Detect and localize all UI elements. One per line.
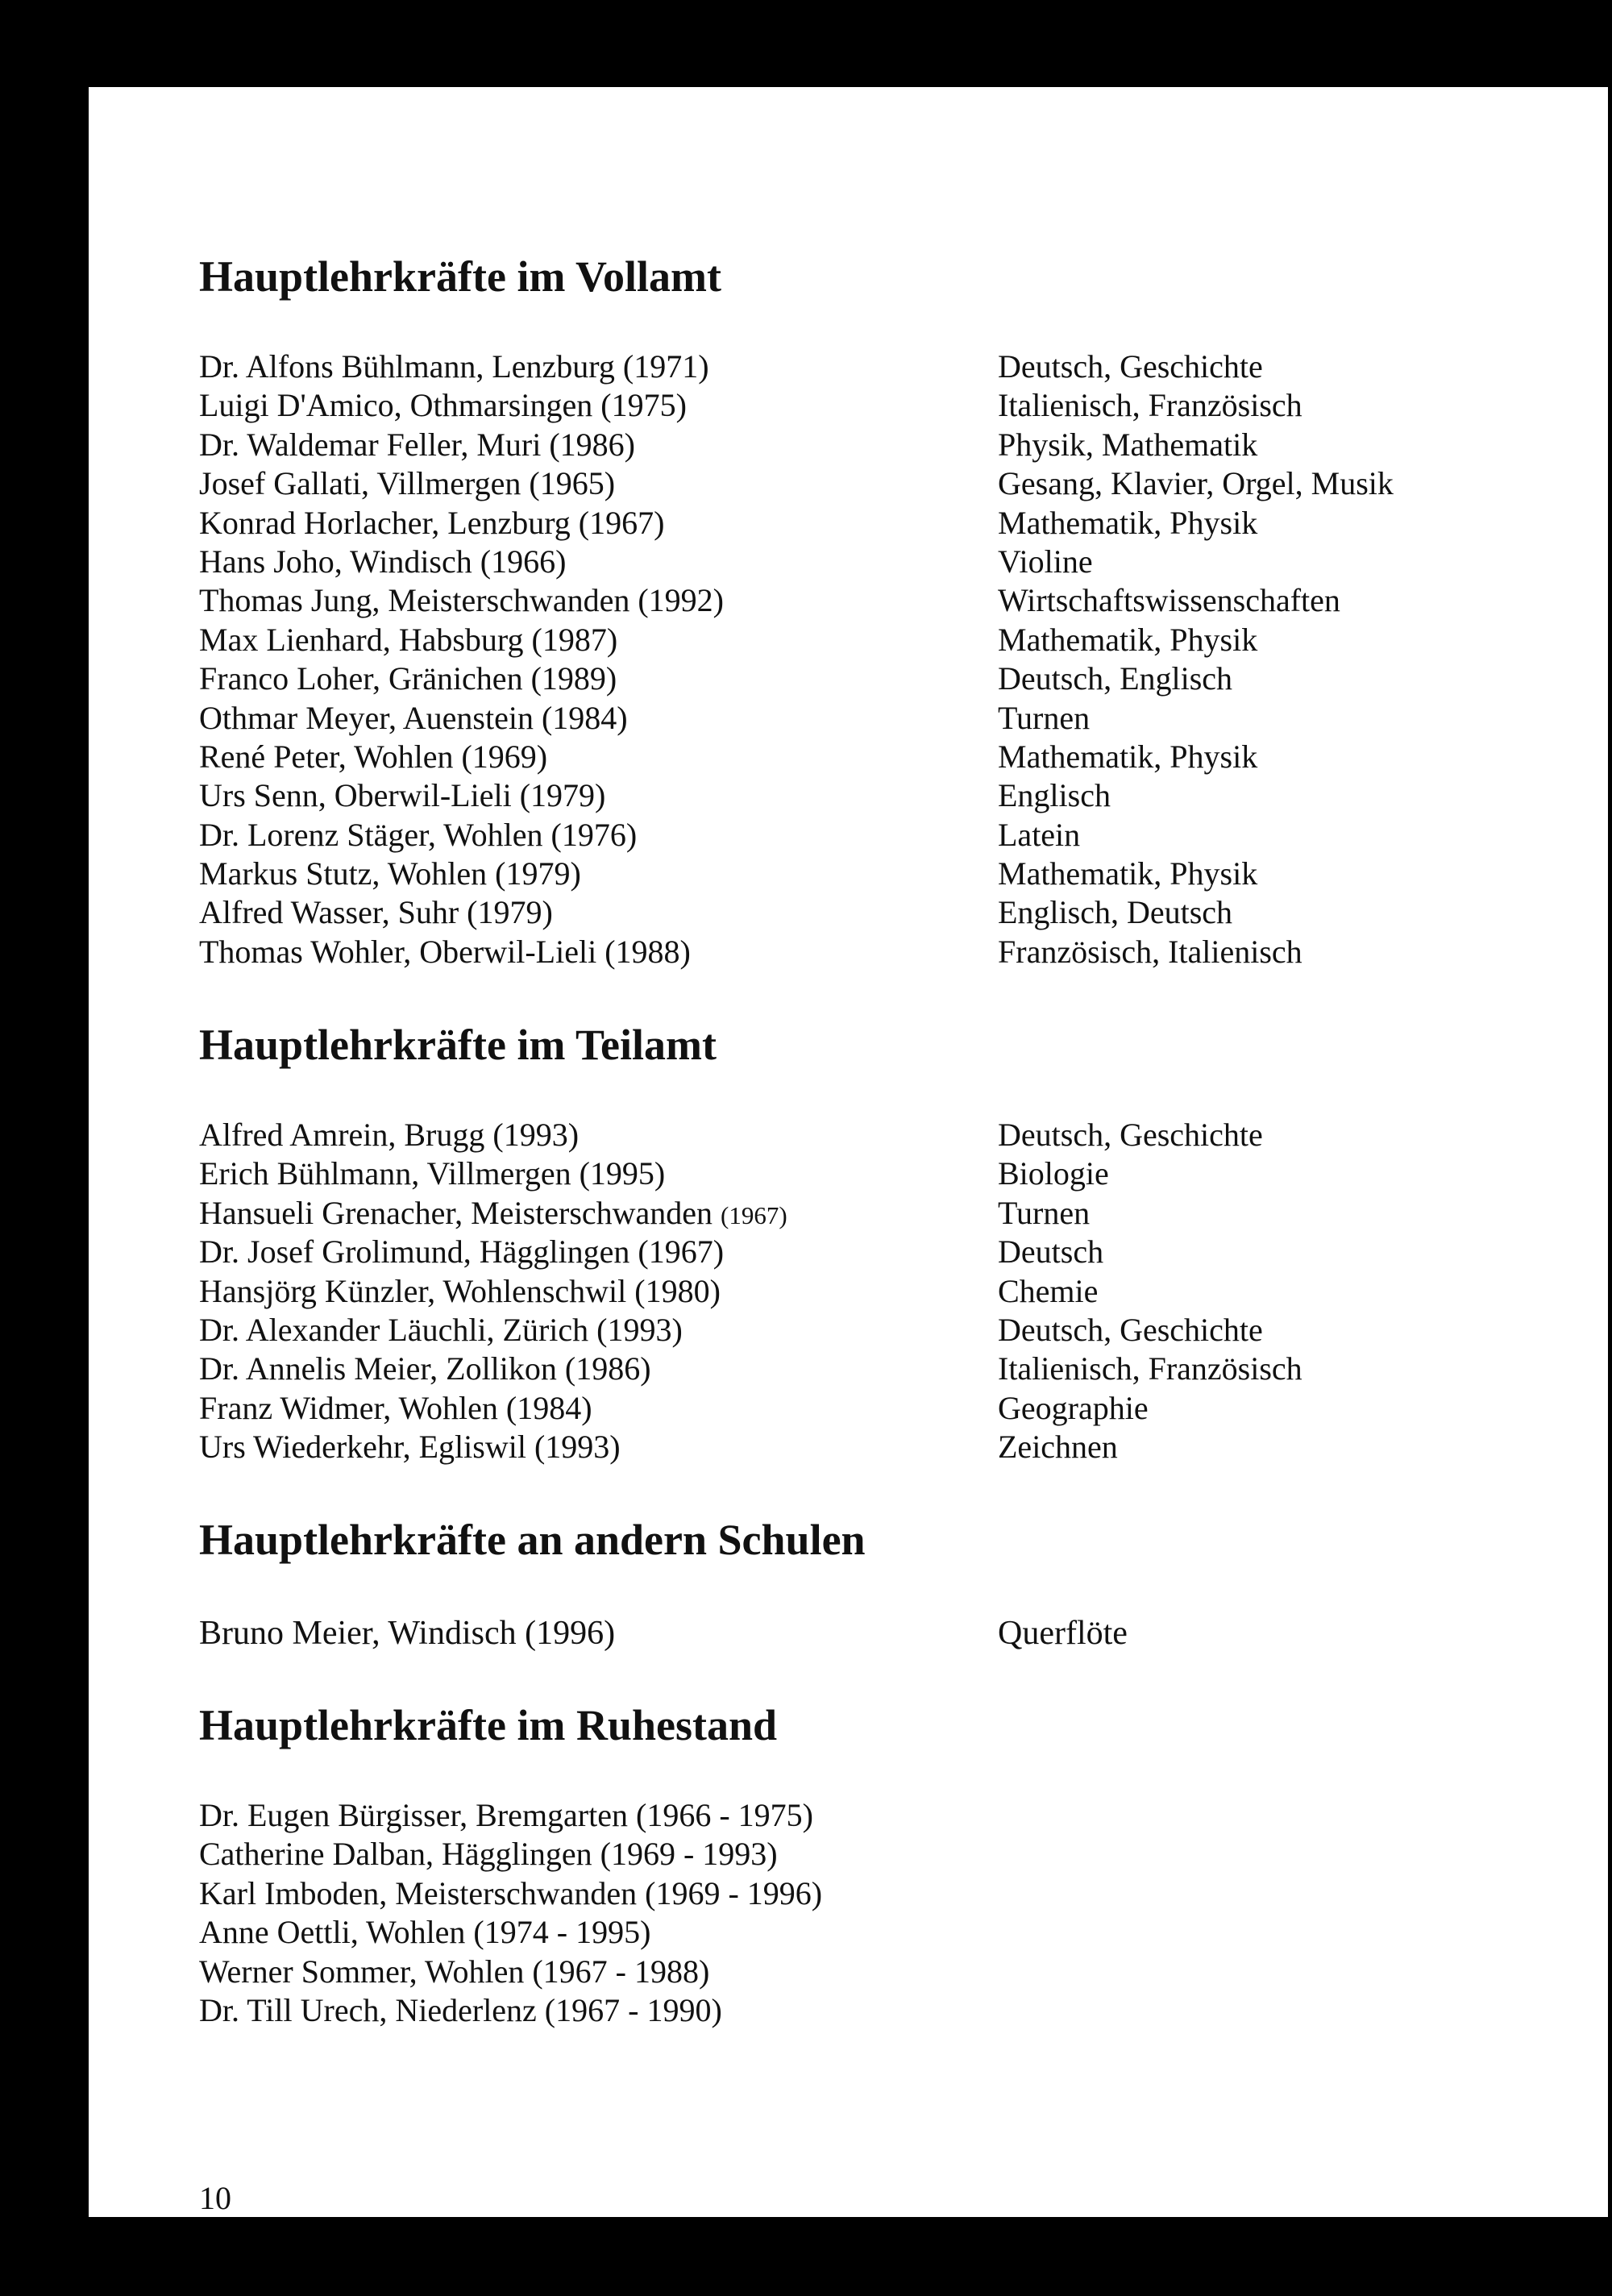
section-teilamt [199, 1021, 1302, 1467]
staff-row [199, 621, 1258, 659]
staff-name [199, 1835, 778, 1874]
staff-name-text: Franz Widmer, Wohlen (1984) [199, 1389, 592, 1426]
staff-row [199, 1428, 1118, 1466]
staff-name-text: Dr. Josef Grolimund, Hägglingen (1967) [199, 1233, 725, 1271]
staff-subjects: Deutsch [998, 1233, 1104, 1271]
staff-name-text: Alfred Wasser, Suhr (1979) [199, 894, 553, 931]
staff-list [199, 1796, 823, 2030]
staff-name [199, 1272, 721, 1311]
staff-name [199, 1913, 650, 1952]
staff-name [199, 1874, 822, 1913]
page-number: 10 [199, 2180, 231, 2216]
staff-name [199, 426, 635, 464]
staff-name [199, 543, 566, 581]
staff-row [199, 504, 1258, 543]
staff-name [199, 738, 547, 776]
staff-name-text: Dr. Waldemar Feller, Muri (1986) [199, 426, 635, 463]
staff-name-text: Thomas Wohler, Oberwil-Lieli (1988) [199, 933, 691, 970]
staff-subjects: Gesang, Klavier, Orgel, Musik [998, 465, 1394, 502]
staff-name [199, 1233, 724, 1271]
staff-subjects: Italienisch, Französisch [998, 387, 1302, 424]
staff-name-text: Thomas Jung, Meisterschwanden (1992) [199, 582, 724, 619]
staff-subjects: Chemie [998, 1272, 1099, 1309]
staff-name-text: Dr. Lorenz Stäger, Wohlen (1976) [199, 816, 638, 853]
staff-row [199, 816, 1081, 855]
section-heading: Hauptlehrkräfte im Ruhestand [199, 1701, 778, 1749]
staff-name-text: Karl Imboden, Meisterschwanden (1969 - 1996) [199, 1874, 823, 1911]
section-ruhestand [199, 1701, 823, 2030]
staff-name-text: Werner Sommer, Wohlen (1967 - 1988) [199, 1953, 710, 1990]
staff-name-text: Othmar Meyer, Auenstein (1984) [199, 699, 628, 736]
staff-row [199, 659, 1233, 698]
staff-row [199, 347, 1263, 386]
staff-row [199, 1389, 1149, 1428]
staff-subjects: Zeichnen [998, 1429, 1118, 1466]
staff-row [199, 1835, 777, 1874]
staff-name-text: Alfred Amrein, Brugg (1993) [199, 1117, 580, 1153]
staff-row [199, 738, 1258, 776]
staff-name-text: Hansjörg Künzler, Wohlenschwil (1980) [199, 1272, 721, 1309]
staff-list [199, 1116, 1302, 1467]
staff-row [199, 581, 1340, 620]
staff-name-text: Franco Loher, Gränichen (1989) [199, 660, 617, 697]
staff-row [199, 933, 1302, 971]
staff-name-text: Dr. Alexander Läuchli, Zürich (1993) [199, 1311, 683, 1348]
staff-subjects: Deutsch, Geschichte [998, 348, 1263, 385]
staff-subjects: Englisch [998, 777, 1111, 814]
staff-name-text: Max Lienhard, Habsburg (1987) [199, 621, 618, 658]
section-vollamt [199, 252, 1394, 971]
staff-name [199, 699, 628, 738]
staff-name [199, 933, 691, 971]
staff-name [199, 504, 664, 543]
staff-row [199, 1194, 1091, 1233]
staff-subjects: Turnen [998, 1194, 1091, 1231]
staff-name [199, 1154, 665, 1193]
staff-name [199, 776, 605, 815]
staff-subjects: Latein [998, 816, 1081, 853]
staff-row [199, 1796, 813, 1835]
staff-subjects: Deutsch, Englisch [998, 660, 1233, 697]
staff-subjects: Mathematik, Physik [998, 504, 1258, 541]
staff-year: (1967) [721, 1200, 787, 1229]
staff-subjects: Mathematik, Physik [998, 621, 1258, 658]
staff-subjects: Englisch, Deutsch [998, 894, 1233, 931]
staff-row [199, 1311, 1263, 1350]
staff-name [199, 1389, 592, 1428]
staff-name-text: Bruno Meier, Windisch (1996) [199, 1615, 616, 1652]
staff-name-text: Josef Gallati, Villmergen (1965) [199, 465, 616, 502]
staff-subjects: Deutsch, Geschichte [998, 1311, 1263, 1348]
staff-list [199, 1614, 1128, 1653]
staff-name-text: Erich Bühlmann, Villmergen (1995) [199, 1155, 666, 1192]
staff-subjects: Deutsch, Geschichte [998, 1117, 1263, 1153]
staff-row [199, 1154, 1109, 1193]
staff-name-text: Anne Oettli, Wohlen (1974 - 1995) [199, 1914, 651, 1951]
staff-name [199, 581, 724, 620]
staff-subjects: Violine [998, 543, 1093, 580]
staff-row [199, 464, 1394, 503]
staff-name [199, 1116, 579, 1154]
staff-name-text: Hansueli Grenacher, Meisterschwanden [199, 1194, 713, 1231]
staff-row [199, 776, 1111, 815]
staff-name [199, 347, 709, 386]
staff-name [199, 1350, 651, 1388]
staff-name [199, 659, 617, 698]
staff-name [199, 893, 553, 932]
staff-subjects: Mathematik, Physik [998, 855, 1258, 892]
staff-subjects: Mathematik, Physik [998, 738, 1258, 775]
staff-name-text: Catherine Dalban, Hägglingen (1969 - 1993) [199, 1836, 778, 1873]
staff-row [199, 1350, 1302, 1388]
section-heading: Hauptlehrkräfte im Teilamt [199, 1021, 717, 1069]
staff-row [199, 855, 1258, 893]
staff-subjects: Italienisch, Französisch [998, 1350, 1302, 1387]
staff-row [199, 893, 1233, 932]
staff-name [199, 464, 615, 503]
document-page [89, 87, 1608, 2217]
staff-name-text: Urs Senn, Oberwil-Lieli (1979) [199, 777, 606, 814]
staff-name-text: Dr. Eugen Bürgisser, Bremgarten (1966 - 1975) [199, 1797, 813, 1833]
staff-name [199, 621, 617, 659]
section-heading: Hauptlehrkräfte im Vollamt [199, 252, 721, 301]
staff-row [199, 1116, 1263, 1154]
staff-row [199, 1953, 777, 1991]
section-heading: Hauptlehrkräfte an andern Schulen [199, 1516, 866, 1564]
staff-row [199, 386, 1302, 425]
staff-name-text: Konrad Horlacher, Lenzburg (1967) [199, 504, 665, 541]
staff-row [199, 699, 1091, 738]
staff-row [199, 1991, 777, 2030]
staff-subjects: Französisch, Italienisch [998, 933, 1302, 970]
staff-row [199, 1614, 1128, 1653]
staff-name-text: Dr. Annelis Meier, Zollikon (1986) [199, 1350, 651, 1387]
staff-row [199, 1272, 1099, 1311]
staff-row [199, 426, 1258, 464]
staff-row [199, 1874, 823, 1913]
staff-subjects: Physik, Mathematik [998, 426, 1258, 463]
staff-row [199, 543, 1093, 581]
staff-name [199, 386, 687, 425]
staff-name [199, 1796, 813, 1835]
staff-name [199, 816, 637, 855]
staff-name [199, 1428, 621, 1466]
staff-name [199, 1991, 722, 2030]
staff-name-text: Hans Joho, Windisch (1966) [199, 543, 567, 580]
staff-subjects: Turnen [998, 699, 1091, 736]
staff-name-text: Luigi D'Amico, Othmarsingen (1975) [199, 387, 687, 424]
staff-row [199, 1913, 777, 1952]
staff-subjects: Querflöte [998, 1615, 1128, 1652]
staff-subjects: Geographie [998, 1389, 1149, 1426]
staff-subjects: Wirtschaftswissenschaften [998, 582, 1340, 619]
staff-name [199, 1614, 615, 1653]
staff-name [199, 1953, 709, 1991]
staff-name-text: Markus Stutz, Wohlen (1979) [199, 855, 581, 892]
staff-row [199, 1233, 1104, 1271]
staff-name-text: Urs Wiederkehr, Egliswil (1993) [199, 1429, 621, 1466]
staff-name-text: Dr. Till Urech, Niederlenz (1967 - 1990) [199, 1991, 722, 2028]
staff-name [199, 1194, 787, 1235]
staff-name-text: René Peter, Wohlen (1969) [199, 738, 548, 775]
staff-name-text: Dr. Alfons Bühlmann, Lenzburg (1971) [199, 348, 709, 385]
section-andern-schulen [199, 1516, 1128, 1653]
staff-name [199, 1311, 683, 1350]
staff-subjects: Biologie [998, 1155, 1109, 1192]
staff-name [199, 855, 581, 893]
staff-list [199, 347, 1394, 971]
